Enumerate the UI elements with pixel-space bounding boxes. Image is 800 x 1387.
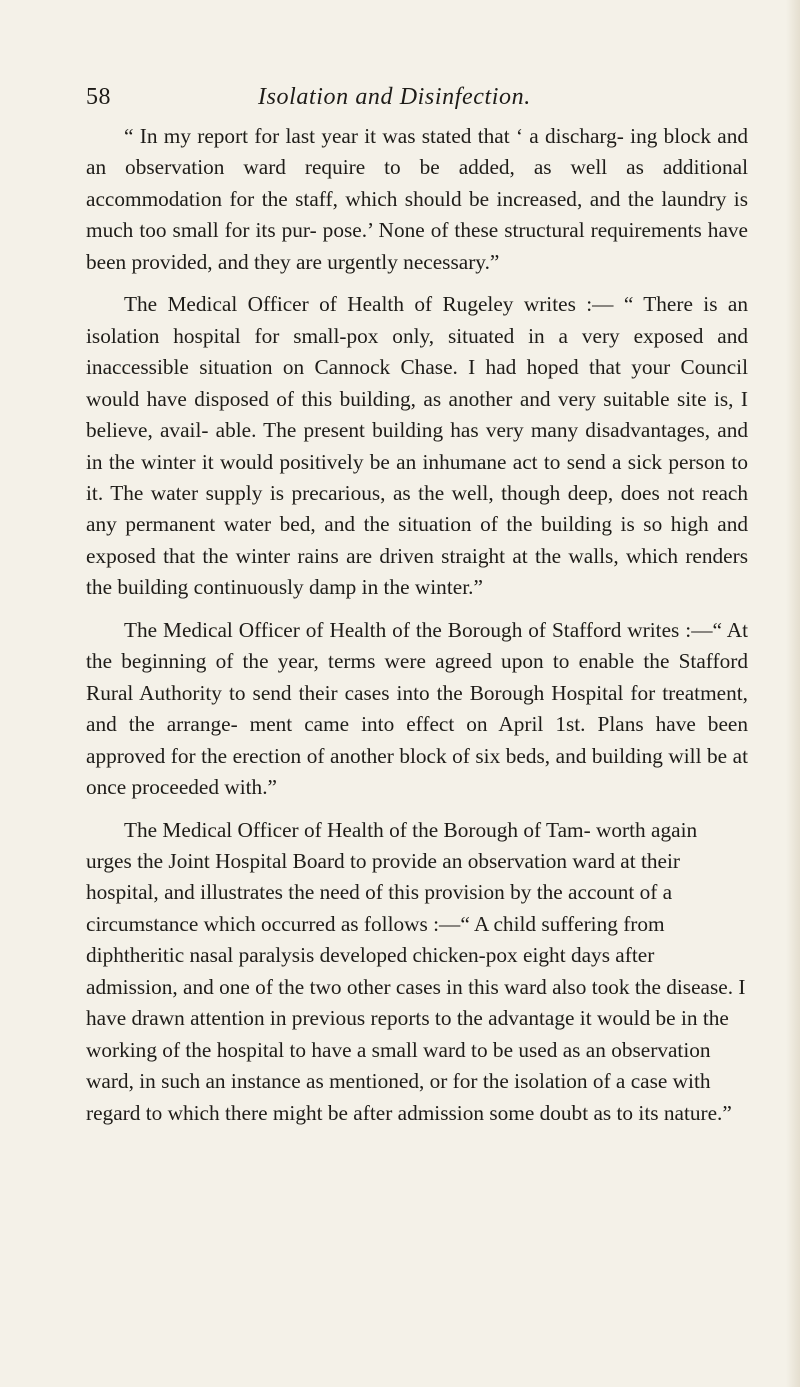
paragraph-rugeley: The Medical Officer of Health of Rugeley writes :— “ There is an isolation hospital for small-pox only, situated in a very exposed and inaccessible situation on Cannock Chase. I had hoped that your Council would have disposed of this building, as another and very suitable site is, I believe, avail- able. The present building has very many disadvantages, and in the winter it would positively be an inhumane act to send a sick person to it. The water supply is precarious, as the well, though deep, does not reach any permanent water bed, and the situation of the building is so high and exposed that the winter rains are driven straight at the walls, which renders the building continuously damp in the winter.”: [86, 292, 748, 600]
running-title: Isolation and Disinfection.: [258, 84, 531, 110]
paragraph-quote-report: “ In my report for last year it was stated that ‘ a discharg- ing block and an observation ward require to be added, as well as additional accommodation for the staff, which should be increased, and the laundry is much too small for its pur- pose.’ None of these structural requirements have been provided, and they are urgently necessary.”: [86, 124, 748, 274]
paragraph-stafford: The Medical Officer of Health of the Borough of Stafford writes :—“ At the beginning of the year, terms were agreed upon to enable the Stafford Rural Authority to send their cases into the Borough Hospital for treatment, and the arrange- ment came into effect on April 1st. Plans have been approved for the erection of another block of six beds, and building will be at once proceeded with.”: [86, 617, 748, 800]
page-number: 58: [86, 84, 111, 110]
body-text: [86, 121, 748, 1140]
page-header: [86, 84, 746, 124]
page-edge-shadow: [786, 0, 800, 1387]
paragraph-tamworth: The Medical Officer of Health of the Borough of Tam- worth again urges the Joint Hospital Board to provide an observation ward at their hospital, and illustrates the need of this provision by the account of a circumstance which occurred as follows :—“ A child suffering from diphtheritic nasal paralysis developed chicken-pox eight days after admission, and one of the two other cases in this ward also took the disease. I have drawn attention in previous reports to the advantage it would be in the working of the hospital to have a small ward to be used as an observation ward, in such an instance as mentioned, or for the isolation of a case with regard to which there might be after admission some doubt as to its nature.”: [86, 817, 746, 1125]
